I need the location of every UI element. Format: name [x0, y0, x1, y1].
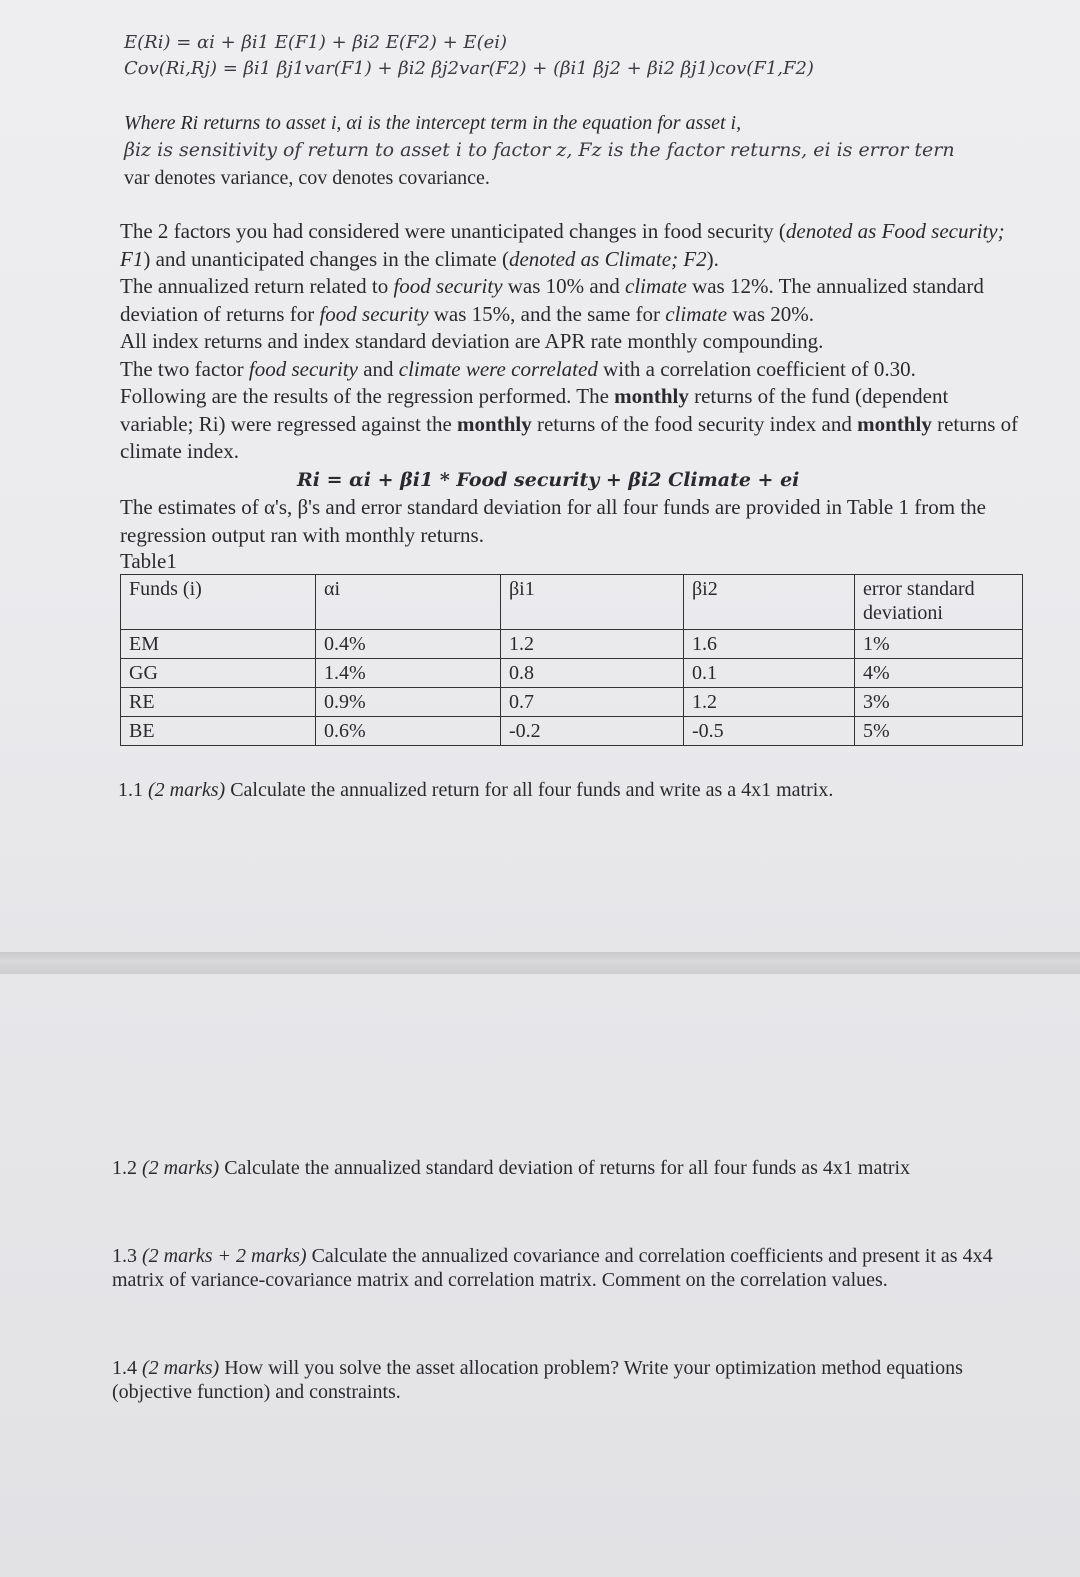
table-row [121, 717, 1023, 746]
cell-beta1: 0.8 [501, 659, 684, 688]
regression-table [120, 574, 1023, 746]
cell-beta2: 1.2 [684, 688, 855, 717]
cell-beta2: 0.1 [684, 659, 855, 688]
question-1-2: 1.2 (2 marks) Calculate the annualized standard deviation of returns for all four funds as 4x1 matrix [112, 1157, 911, 1179]
header-beta1: βi1 [501, 575, 684, 630]
cell-error-sd: 3% [855, 688, 1023, 717]
table-caption: Table1 [120, 549, 177, 573]
cell-beta2: -0.5 [684, 717, 855, 746]
question-1-3: 1.3 (2 marks + 2 marks) Calculate the annualized covariance and correlation coefficients and present it as 4x4 matrix of variance-covariance matrix and correlation matrix. Comment on the correlation values. [112, 1245, 993, 1291]
table-header-row [121, 575, 1023, 630]
cell-beta2: 1.6 [684, 630, 855, 659]
intro-text [120, 218, 1024, 466]
cell-fund: GG [121, 659, 316, 688]
cell-error-sd: 5% [855, 717, 1023, 746]
covariance-formula: Cov(Ri,Rj) = βi1 βj1var(F1) + βi2 βj2var(F2) + (βi1 βj2 + βi2 βj1)cov(F1,F2) [124, 58, 814, 79]
cell-beta1: 0.7 [501, 688, 684, 717]
question-1-1: 1.1 (2 marks) Calculate the annualized return for all four funds and write as a 4x1 matrix. [118, 779, 834, 801]
header-funds: Funds (i) [121, 575, 316, 630]
header-alpha: αi [316, 575, 501, 630]
table-row [121, 659, 1023, 688]
cell-alpha: 0.6% [316, 717, 501, 746]
table-row [121, 688, 1023, 717]
header-error-sd: error standard deviationi [855, 575, 1023, 630]
definition-line-2: βiz is sensitivity of return to asset i to factor z, Fz is the factor returns, ei is error tern [124, 139, 955, 161]
cell-beta1: 1.2 [501, 630, 684, 659]
cell-fund: BE [121, 717, 316, 746]
cell-error-sd: 4% [855, 659, 1023, 688]
definition-line-1: Where Ri returns to asset i, αi is the intercept term in the equation for asset i, [124, 112, 742, 134]
cell-alpha: 0.4% [316, 630, 501, 659]
intro-paragraph-factors: The 2 factors you had considered were unanticipated changes in food security (denoted as Food security; F1) and unanticipated changes in the climate (denoted as Climate; F2). [120, 219, 1005, 271]
definition-line-3: var denotes variance, cov denotes covariance. [124, 167, 490, 189]
cell-alpha: 0.9% [316, 688, 501, 717]
cell-fund: RE [121, 688, 316, 717]
header-beta2: βi2 [684, 575, 855, 630]
page-fold-shadow [0, 952, 1080, 974]
intro-paragraph-returns: The annualized return related to food security was 10% and climate was 12%. The annualized standard deviation of returns for food security was 15%, and the same for climate was 20%. [120, 274, 984, 326]
cell-fund: EM [121, 630, 316, 659]
intro-paragraph-correlation: The two factor food security and climate were correlated with a correlation coefficient of 0.30. [120, 356, 916, 381]
expected-return-formula: E(Ri) = αi + βi1 E(F1) + βi2 E(F2) + E(ei) [124, 32, 508, 53]
regression-equation: Ri = αi + βi1 * Food security + βi2 Climate + ei [297, 469, 800, 491]
cell-alpha: 1.4% [316, 659, 501, 688]
cell-error-sd: 1% [855, 630, 1023, 659]
cell-beta1: -0.2 [501, 717, 684, 746]
intro-paragraph-regression: Following are the results of the regression performed. The monthly returns of the fund (dependent variable; Ri) were regressed against the monthly returns of the food security index and monthly returns of climate index. [120, 384, 1019, 463]
question-1-4: 1.4 (2 marks) How will you solve the asset allocation problem? Write your optimization method equations (objective function) and constraints. [112, 1357, 963, 1403]
table-row [121, 630, 1023, 659]
estimates-text: The estimates of α's, β's and error standard deviation for all four funds are provided in Table 1 from the regression output ran with monthly returns. [120, 495, 986, 547]
intro-paragraph-apr: All index returns and index standard deviation are APR rate monthly compounding. [120, 329, 824, 353]
